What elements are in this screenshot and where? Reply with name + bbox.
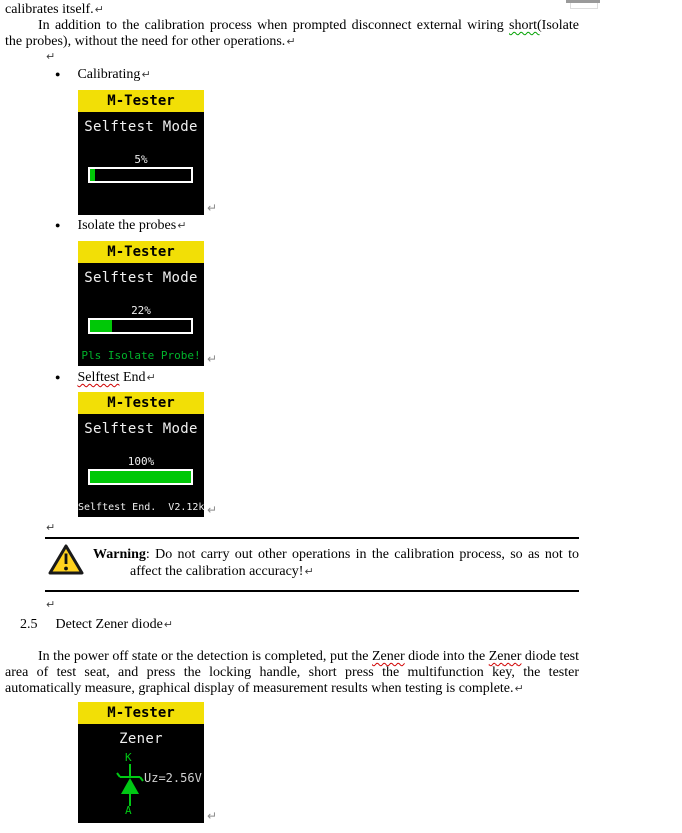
paragraph-mark: ↵ xyxy=(46,521,56,534)
lcd-message: Pls Isolate Probe! xyxy=(81,349,201,362)
text-segment: short( xyxy=(509,18,542,33)
lcd-screen xyxy=(78,392,204,517)
text-segment: Zener xyxy=(372,649,405,664)
page-corner-artifact xyxy=(570,3,598,9)
lcd-body xyxy=(78,263,204,366)
section-number: 2.5 xyxy=(20,617,38,632)
bullet-icon: ● xyxy=(55,372,61,382)
lcd-mode-label: Selftest Mode xyxy=(84,270,198,286)
paragraph-mark: ↵ xyxy=(207,809,218,823)
text-segment: diode into the xyxy=(404,649,489,664)
lcd-mode-label: Selftest Mode xyxy=(84,119,198,135)
progress-bar xyxy=(88,167,193,183)
lcd-image-selftest-end[interactable] xyxy=(78,392,217,517)
progress-bar xyxy=(88,469,193,485)
lcd-title: M-Tester xyxy=(78,90,204,112)
zener-diode-symbol xyxy=(115,764,145,806)
list-item-isolate-probes xyxy=(55,218,186,234)
paragraph-mark: ↵ xyxy=(177,219,187,232)
bullet-icon: ● xyxy=(55,220,61,230)
progress-bar xyxy=(88,318,193,334)
lcd-mode-label: Zener xyxy=(119,731,163,747)
cathode-label: K xyxy=(125,751,132,764)
text-segment: Zener xyxy=(488,649,522,664)
progress-bar-fill xyxy=(90,169,95,181)
list-item-text xyxy=(77,218,186,234)
anode-label: A xyxy=(125,804,132,817)
list-item-text xyxy=(77,67,150,83)
paragraph-calibration xyxy=(5,18,579,50)
paragraph-mark: ↵ xyxy=(46,50,56,63)
progress-percent-label: 5% xyxy=(134,153,148,166)
paragraph-mark: ↵ xyxy=(304,564,314,578)
bullet-icon: ● xyxy=(55,69,61,79)
paragraph-mark: ↵ xyxy=(141,68,151,81)
list-item-calibrating xyxy=(55,67,151,83)
warning-box xyxy=(45,537,579,592)
lcd-image-isolate-probe[interactable] xyxy=(78,241,217,366)
text-segment: Calibrating xyxy=(77,67,141,82)
paragraph-mark: ↵ xyxy=(94,3,104,16)
lcd-image-calibrating[interactable] xyxy=(78,90,217,215)
lcd-message: Selftest End. V2.12k xyxy=(78,502,205,513)
lcd-screen xyxy=(78,241,204,366)
paragraph-mark: ↵ xyxy=(514,682,524,695)
warning-label: Warning xyxy=(93,547,146,562)
text-segment: Isolate the probes), without the need for other operations. xyxy=(5,18,579,49)
progress-percent-label: 100% xyxy=(127,455,155,468)
lcd-title: M-Tester xyxy=(78,702,204,724)
text-segment: In the power off state or the detection is completed, put the xyxy=(38,649,372,664)
lcd-body xyxy=(78,414,204,517)
empty-line xyxy=(45,49,55,65)
lcd-body xyxy=(78,112,204,215)
lcd-body xyxy=(78,724,204,823)
list-item-selftest-end xyxy=(55,370,156,386)
zener-voltage-value: Uz=2.56V xyxy=(144,771,202,785)
lcd-image-zener[interactable] xyxy=(78,702,217,823)
empty-line xyxy=(45,597,55,613)
warning-text xyxy=(93,539,579,580)
text-segment: Selftest xyxy=(77,370,120,385)
progress-bar-fill xyxy=(90,471,191,483)
lcd-screen xyxy=(78,702,204,823)
paragraph-mark: ↵ xyxy=(163,618,173,631)
lcd-title: M-Tester xyxy=(78,392,204,414)
paragraph-intro xyxy=(5,2,104,18)
progress-percent-label: 22% xyxy=(131,304,151,317)
text-segment: End xyxy=(119,370,146,385)
empty-line xyxy=(45,520,55,536)
list-item-text xyxy=(77,370,155,386)
warning-line1: : Do not carry out other operations in the calibration process, so as not to xyxy=(145,547,579,562)
paragraph-text xyxy=(5,649,579,696)
text-segment: In addition to the calibration process when prompted disconnect external wiring xyxy=(38,18,509,33)
lcd-screen xyxy=(78,90,204,215)
warning-line2: affect the calibration accuracy! xyxy=(130,563,304,579)
text-segment: Isolate the probes xyxy=(77,218,177,233)
paragraph-mark: ↵ xyxy=(207,352,218,366)
lcd-mode-label: Selftest Mode xyxy=(84,421,198,437)
lcd-title: M-Tester xyxy=(78,241,204,263)
paragraph-text: calibrates itself. xyxy=(5,2,94,17)
progress-bar-fill xyxy=(90,320,112,332)
section-title: Detect Zener diode xyxy=(55,617,163,632)
paragraph-mark: ↵ xyxy=(286,35,296,48)
paragraph-mark: ↵ xyxy=(46,598,56,611)
section-heading xyxy=(20,617,173,633)
paragraph-mark: ↵ xyxy=(207,503,218,517)
paragraph-mark: ↵ xyxy=(207,201,218,215)
text-segment: diode test area of test seat, and press the locking handle, short press the multifunction key, the tester automatically measure, graphical display of measurement results when testing is complete. xyxy=(5,649,579,696)
warning-triangle-icon xyxy=(48,544,84,576)
paragraph-mark: ↵ xyxy=(146,371,156,384)
paragraph-zener xyxy=(5,649,579,697)
